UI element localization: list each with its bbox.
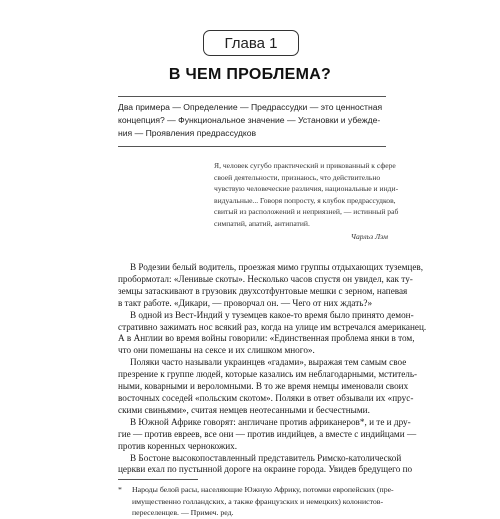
summary-bottom-rule xyxy=(118,146,386,147)
body-line: В одной из Вест-Индий у туземцев какое-то время было принято демон- xyxy=(130,309,414,320)
body-line: гие — против евреев, все они — против индийцев, а вместе с индийцами — xyxy=(118,428,417,439)
epigraph-line: чувствую человеческие различия, национальные и инди- xyxy=(214,184,399,194)
epigraph xyxy=(214,160,399,230)
body-line: А в Англии во время войны говорили: «Единственная проблема янки в том, xyxy=(118,333,415,344)
epigraph-line: своей деятельности, признаюсь, что действительно xyxy=(214,172,381,182)
body-line: восточных соседей «польским скотом». Поляки в ответ обзывали их «прус- xyxy=(118,392,414,403)
body-line: церкви ехал по пустынной дороге на окраине города. Увидев бредущего по xyxy=(118,464,413,475)
body-line: земцы затаскивают в грузовик двухсотфунтовые мешки с зерном, напевая xyxy=(118,285,408,296)
footnote-line: имущественно голландских, а также французских и немецких) колонистов- xyxy=(132,496,384,506)
body-line: скими свиньями», считая немцев неотесанными и бесчестными. xyxy=(118,404,370,415)
epigraph-line: свитый из расположений и неприязней, — истинный раб xyxy=(214,207,399,217)
body-line: презрение к группе людей, которые казались им неблагодарными, мститель- xyxy=(118,369,418,380)
body-line: против коренных чернокожих. xyxy=(118,440,238,451)
footnote-rule xyxy=(118,479,198,480)
body-line: В Родезии белый водитель, проезжая мимо группы отдыхающих туземцев, xyxy=(130,262,424,272)
chapter-title: В ЧЕМ ПРОБЛЕМА? xyxy=(168,66,332,83)
summary-line: Два примера — Определение — Предрассудки — это ценностная xyxy=(118,102,383,112)
body-line: В Южной Африке говорят: англичане против африканеров*, и те и дру- xyxy=(130,416,411,427)
footnote xyxy=(118,484,393,519)
body-line: ными, коварными и вероломными. В то же время немцы именовали своих xyxy=(118,381,409,392)
body-line: стративно зажимать нос всякий раз, когда на улице им встречался американец. xyxy=(118,321,427,332)
footnote-line: переселенцев. — Примеч. ред. xyxy=(132,508,234,517)
epigraph-line: видуальные... Говоря попросту, я клубок предрассудков, xyxy=(214,195,396,205)
footnote-line: Народы белой расы, населяющие Южную Африку, потомки европейских (пре- xyxy=(132,485,394,494)
body-line: в такт работе. «Дикари, — проворчал он. — Чего от них ждать?» xyxy=(118,297,373,308)
footnote-mark: * xyxy=(118,485,122,494)
summary-line: концепция? — Функциональное значение — Установки и убежде- xyxy=(118,115,381,126)
chapter-label: Глава 1 xyxy=(203,30,299,56)
body-line: В Бостоне высокопоставленный представитель Римско-католической xyxy=(130,452,402,463)
epigraph-author: Чарльз Лэм xyxy=(350,232,388,241)
body-line: что они помешаны на сексе и их слишком много». xyxy=(118,345,315,356)
body-text xyxy=(118,262,427,476)
body-line: Поляки часто называли украинцев «гадами», выражая тем самым свое xyxy=(130,357,407,368)
summary-line: ния — Проявления предрассудков xyxy=(118,128,257,139)
epigraph-line: симпатий, апатий, антипатий. xyxy=(214,218,310,228)
chapter-summary xyxy=(118,101,388,141)
summary-top-rule xyxy=(118,96,386,97)
epigraph-line: Я, человек сугубо практический и прикованный к сфере xyxy=(214,161,396,170)
body-line: пробормотал: «Ленивые скоты». Несколько часов спустя он увидел, как ту- xyxy=(118,273,413,284)
